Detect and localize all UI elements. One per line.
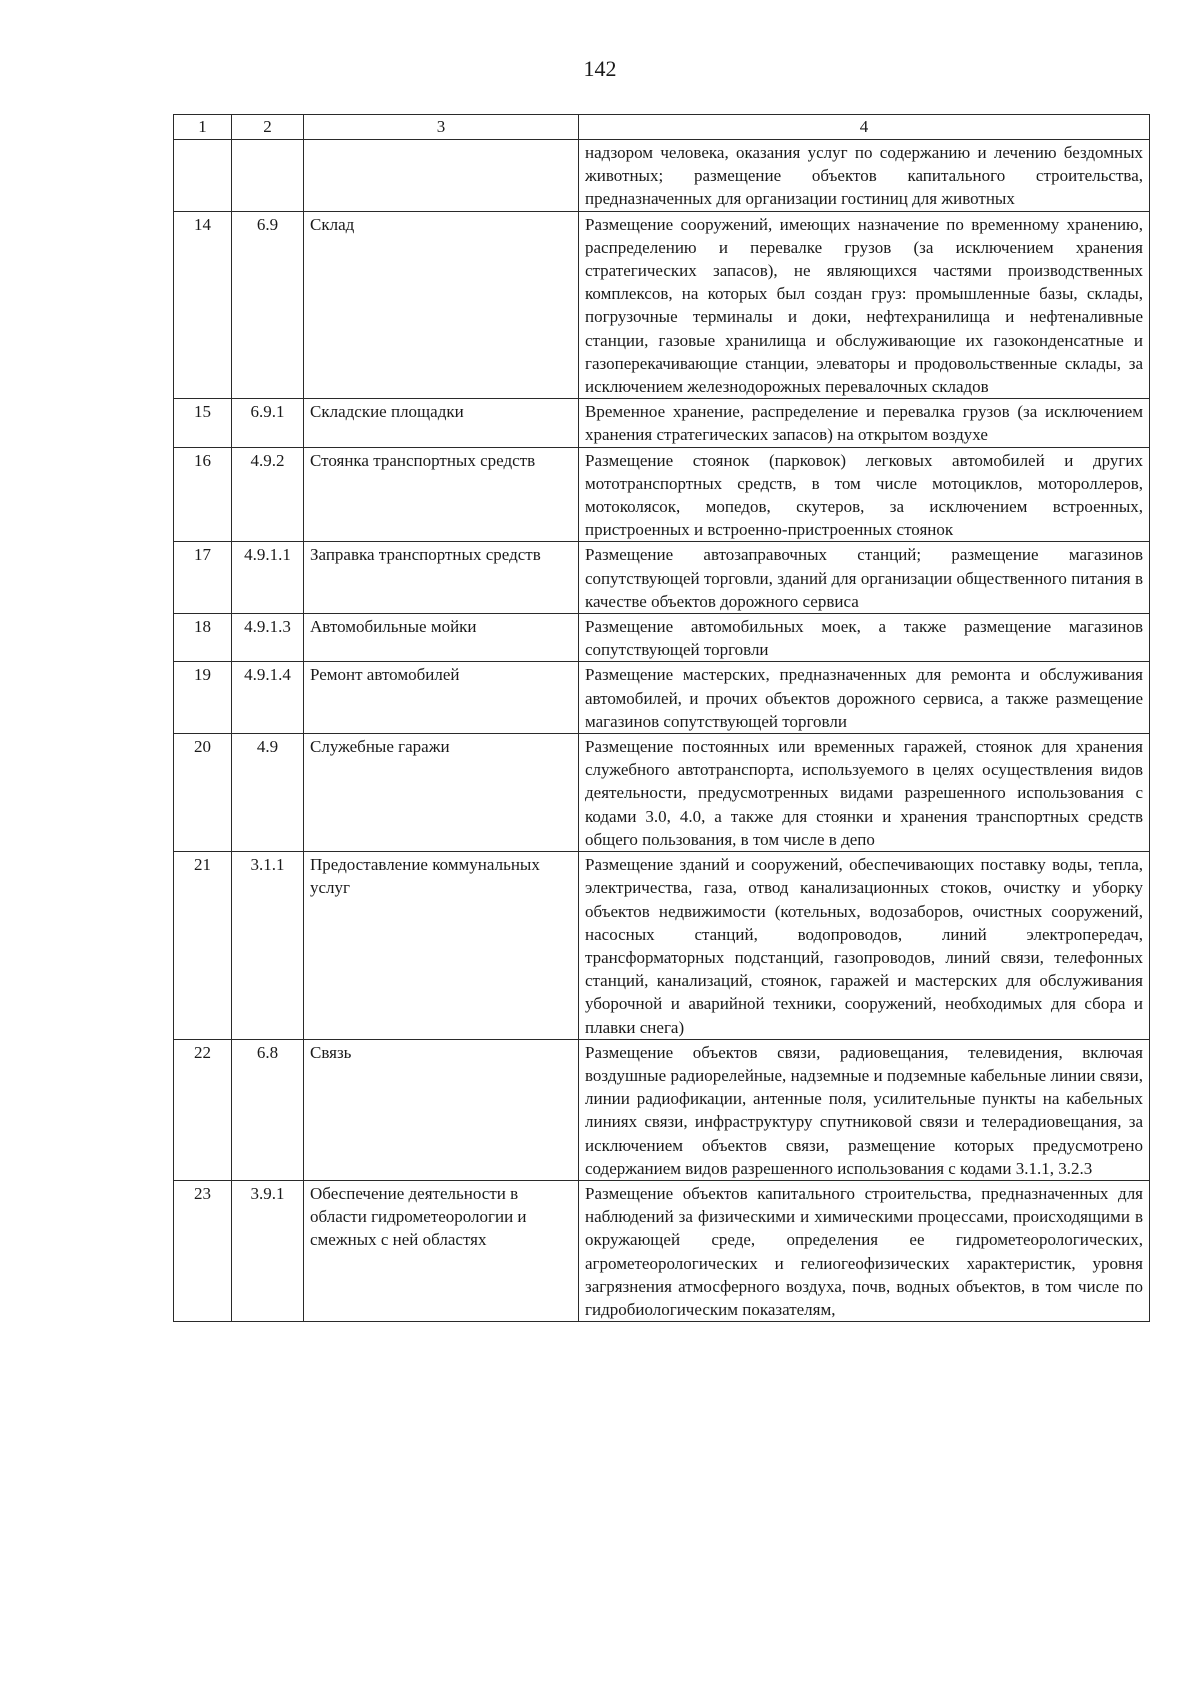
row-number: 21 — [174, 852, 232, 1040]
use-code: 4.9 — [232, 734, 304, 852]
row-number: 15 — [174, 399, 232, 447]
table-row — [174, 140, 1150, 212]
use-name: Предоставление коммунальных услуг — [304, 852, 579, 1040]
use-code: 6.9 — [232, 211, 304, 399]
row-number: 16 — [174, 447, 232, 542]
use-name: Ремонт автомобилей — [304, 662, 579, 734]
use-code: 4.9.2 — [232, 447, 304, 542]
use-code: 4.9.1.3 — [232, 614, 304, 662]
use-code: 4.9.1.4 — [232, 662, 304, 734]
table-row — [174, 211, 1150, 399]
row-number — [174, 140, 232, 212]
use-description: Размещение постоянных или временных гаражей, стоянок для хранения служебного автотранспорта, используемого в целях осуществления видов деятельности, предусмотренных видами разрешенного использования с кодами 3.0, 4.0, а также для стоянки и хранения транспортных средств общего пользования, в том числе в депо — [579, 734, 1150, 852]
row-number: 23 — [174, 1180, 232, 1321]
row-number: 14 — [174, 211, 232, 399]
table-row — [174, 614, 1150, 662]
table-row — [174, 662, 1150, 734]
table-row — [174, 447, 1150, 542]
use-description: Размещение объектов капитального строительства, предназначенных для наблюдений за физическими и химическими процессами, происходящими в окружающей среде, определения ее гидрометеорологических, агрометеорологических и гелиогеофизических характеристик, уровня загрязнения атмосферного воздуха, почв, водных объектов, в том числе по гидробиологическим показателям, — [579, 1180, 1150, 1321]
row-number: 20 — [174, 734, 232, 852]
table-row — [174, 1180, 1150, 1321]
use-description: Размещение автомобильных моек, а также размещение магазинов сопутствующей торговли — [579, 614, 1150, 662]
use-name — [304, 140, 579, 212]
use-code: 4.9.1.1 — [232, 542, 304, 614]
use-name: Стоянка транспортных средств — [304, 447, 579, 542]
use-code: 6.9.1 — [232, 399, 304, 447]
table-row — [174, 542, 1150, 614]
table-row — [174, 852, 1150, 1040]
table-header-row — [174, 115, 1150, 140]
use-name: Связь — [304, 1039, 579, 1180]
use-name: Автомобильные мойки — [304, 614, 579, 662]
column-header-2: 2 — [232, 115, 304, 140]
use-description: Размещение мастерских, предназначенных для ремонта и обслуживания автомобилей, и прочих объектов дорожного сервиса, а также размещение магазинов сопутствующей торговли — [579, 662, 1150, 734]
use-description: Размещение объектов связи, радиовещания, телевидения, включая воздушные радиорелейные, надземные и подземные кабельные линии связи, линии радиофикации, антенные поля, усилительные пункты на кабельных линиях связи, инфраструктуру спутниковой связи и телерадиовещания, за исключением объектов связи, размещение которых предусмотрено содержанием видов разрешенного использования с кодами 3.1.1, 3.2.3 — [579, 1039, 1150, 1180]
column-header-3: 3 — [304, 115, 579, 140]
land-use-table — [173, 114, 1150, 1322]
page-number: 142 — [583, 56, 617, 81]
use-code: 6.8 — [232, 1039, 304, 1180]
row-number: 17 — [174, 542, 232, 614]
row-number: 18 — [174, 614, 232, 662]
use-name: Служебные гаражи — [304, 734, 579, 852]
column-header-4: 4 — [579, 115, 1150, 140]
use-description: Размещение сооружений, имеющих назначение по временному хранению, распределению и перевалке грузов (за исключением хранения стратегических запасов), не являющихся частями производственных комплексов, на которых был создан груз: промышленные базы, склады, погрузочные терминалы и доки, нефтехранилища и нефтеналивные станции, газовые хранилища и обслуживающие их газоконденсатные и газоперекачивающие станции, элеваторы и продовольственные склады, за исключением железнодорожных перевалочных складов — [579, 211, 1150, 399]
use-description: Размещение зданий и сооружений, обеспечивающих поставку воды, тепла, электричества, газа, отвод канализационных стоков, очистку и уборку объектов недвижимости (котельных, водозаборов, очистных сооружений, насосных станций, водопроводов, линий электропередач, трансформаторных подстанций, газопроводов, линий связи, телефонных станций, канализаций, стоянок, гаражей и мастерских для обслуживания уборочной и аварийной техники, сооружений, необходимых для сбора и плавки снега) — [579, 852, 1150, 1040]
use-name: Складские площадки — [304, 399, 579, 447]
use-name: Обеспечение деятельности в области гидрометеорологии и смежных с ней областях — [304, 1180, 579, 1321]
row-number: 19 — [174, 662, 232, 734]
use-description: надзором человека, оказания услуг по содержанию и лечению бездомных животных; размещение объектов капитального строительства, предназначенных для организации гостиниц для животных — [579, 140, 1150, 212]
use-code — [232, 140, 304, 212]
use-description: Размещение автозаправочных станций; размещение магазинов сопутствующей торговли, зданий для организации общественного питания в качестве объектов дорожного сервиса — [579, 542, 1150, 614]
use-description: Размещение стоянок (парковок) легковых автомобилей и других мототранспортных средств, в том числе мотоциклов, мотороллеров, мотоколясок, мопедов, скутеров, за исключением встроенных, пристроенных и встроенно-пристроенных стоянок — [579, 447, 1150, 542]
use-description: Временное хранение, распределение и перевалка грузов (за исключением хранения стратегических запасов) на открытом воздухе — [579, 399, 1150, 447]
column-header-1: 1 — [174, 115, 232, 140]
table-row — [174, 399, 1150, 447]
row-number: 22 — [174, 1039, 232, 1180]
use-name: Склад — [304, 211, 579, 399]
table-row — [174, 734, 1150, 852]
table-row — [174, 1039, 1150, 1180]
use-code: 3.9.1 — [232, 1180, 304, 1321]
use-name: Заправка транспортных средств — [304, 542, 579, 614]
use-code: 3.1.1 — [232, 852, 304, 1040]
